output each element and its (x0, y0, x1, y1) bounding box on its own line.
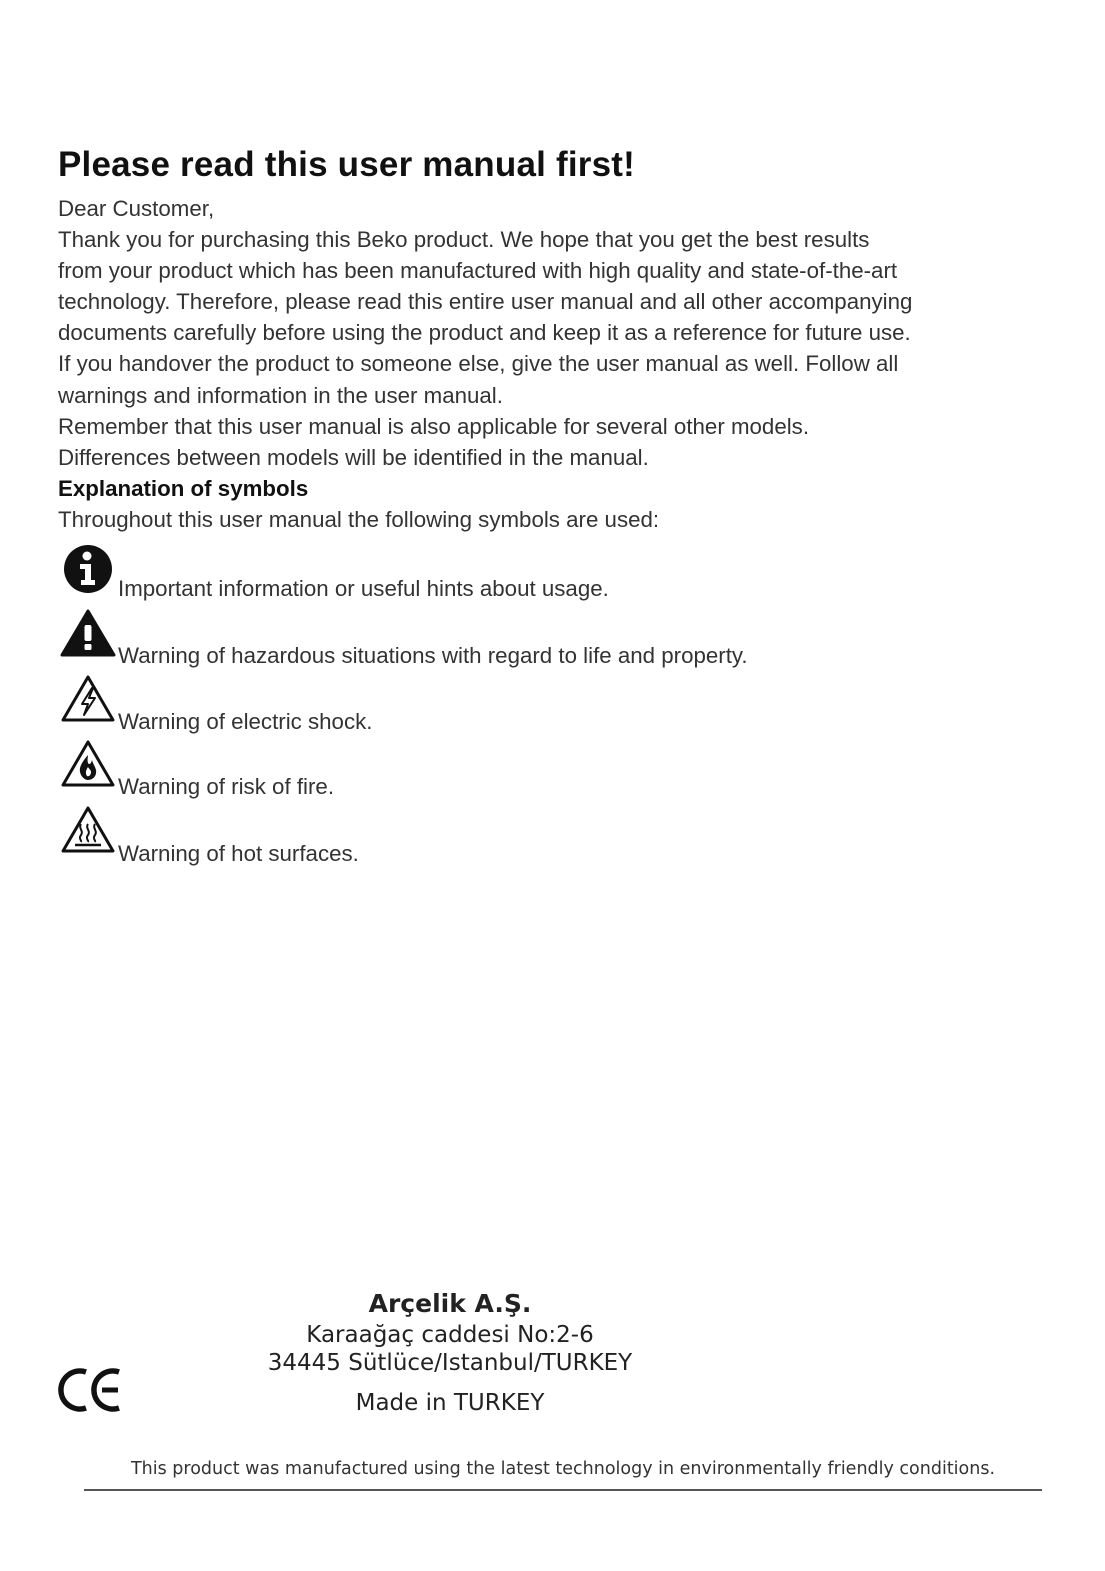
intro-line-4: documents carefully before using the product and keep it as a reference for future use. (58, 320, 911, 346)
hot-surface-icon (60, 804, 116, 854)
manufacturer-company: Arçelik A.Ş. (368, 1289, 532, 1318)
symbol-label-warning: Warning of hazardous situations with regard to life and property. (118, 643, 748, 668)
manual-body (58, 193, 1058, 535)
symbol-item-electric-shock (60, 673, 960, 734)
symbol-item-hot-surface (60, 804, 960, 866)
manufacturer-city: 34445 Sütlüce/Istanbul/TURKEY (267, 1350, 633, 1376)
manufacturer-street: Karaağaç caddesi No:2-6 (306, 1322, 594, 1348)
symbol-label-info: Important information or useful hints about usage. (118, 576, 609, 601)
footer-divider (84, 1489, 1042, 1491)
symbol-label-electric-shock: Warning of electric shock. (118, 709, 373, 734)
intro-line-8: Differences between models will be identified in the manual. (58, 444, 649, 470)
intro-line-7: Remember that this user manual is also applicable for several other models. (58, 413, 810, 439)
symbol-label-fire-risk: Warning of risk of fire. (118, 774, 335, 799)
symbol-item-warning (60, 608, 960, 668)
intro-line-3: technology. Therefore, please read this entire user manual and all other accompanying (58, 289, 913, 315)
intro-line-5: If you handover the product to someone else, give the user manual as well. Follow all (58, 351, 899, 377)
ce-mark-icon (56, 1365, 126, 1415)
electric-shock-icon (60, 673, 116, 723)
manufacturer-address (200, 1287, 700, 1417)
made-in-label: Made in TURKEY (355, 1390, 545, 1416)
greeting: Dear Customer, (58, 196, 215, 221)
symbol-item-fire-risk (60, 738, 960, 799)
intro-line-1: Thank you for purchasing this Beko product. We hope that you get the best results (58, 227, 870, 253)
environment-note: This product was manufactured using the latest technology in environmentally friendly conditions. (130, 1459, 996, 1479)
info-icon (60, 543, 116, 593)
page-title: Please read this user manual first! (58, 145, 635, 185)
intro-line-2: from your product which has been manufactured with high quality and state-of-the-art (58, 258, 898, 284)
fire-risk-icon (60, 738, 116, 788)
symbols-heading: Explanation of symbols (58, 475, 309, 501)
warning-icon (60, 608, 116, 658)
symbols-intro: Throughout this user manual the following symbols are used: (58, 506, 660, 532)
symbol-label-hot-surface: Warning of hot surfaces. (118, 841, 359, 866)
intro-line-6: warnings and information in the user manual. (58, 382, 503, 408)
symbol-item-info (60, 543, 960, 601)
